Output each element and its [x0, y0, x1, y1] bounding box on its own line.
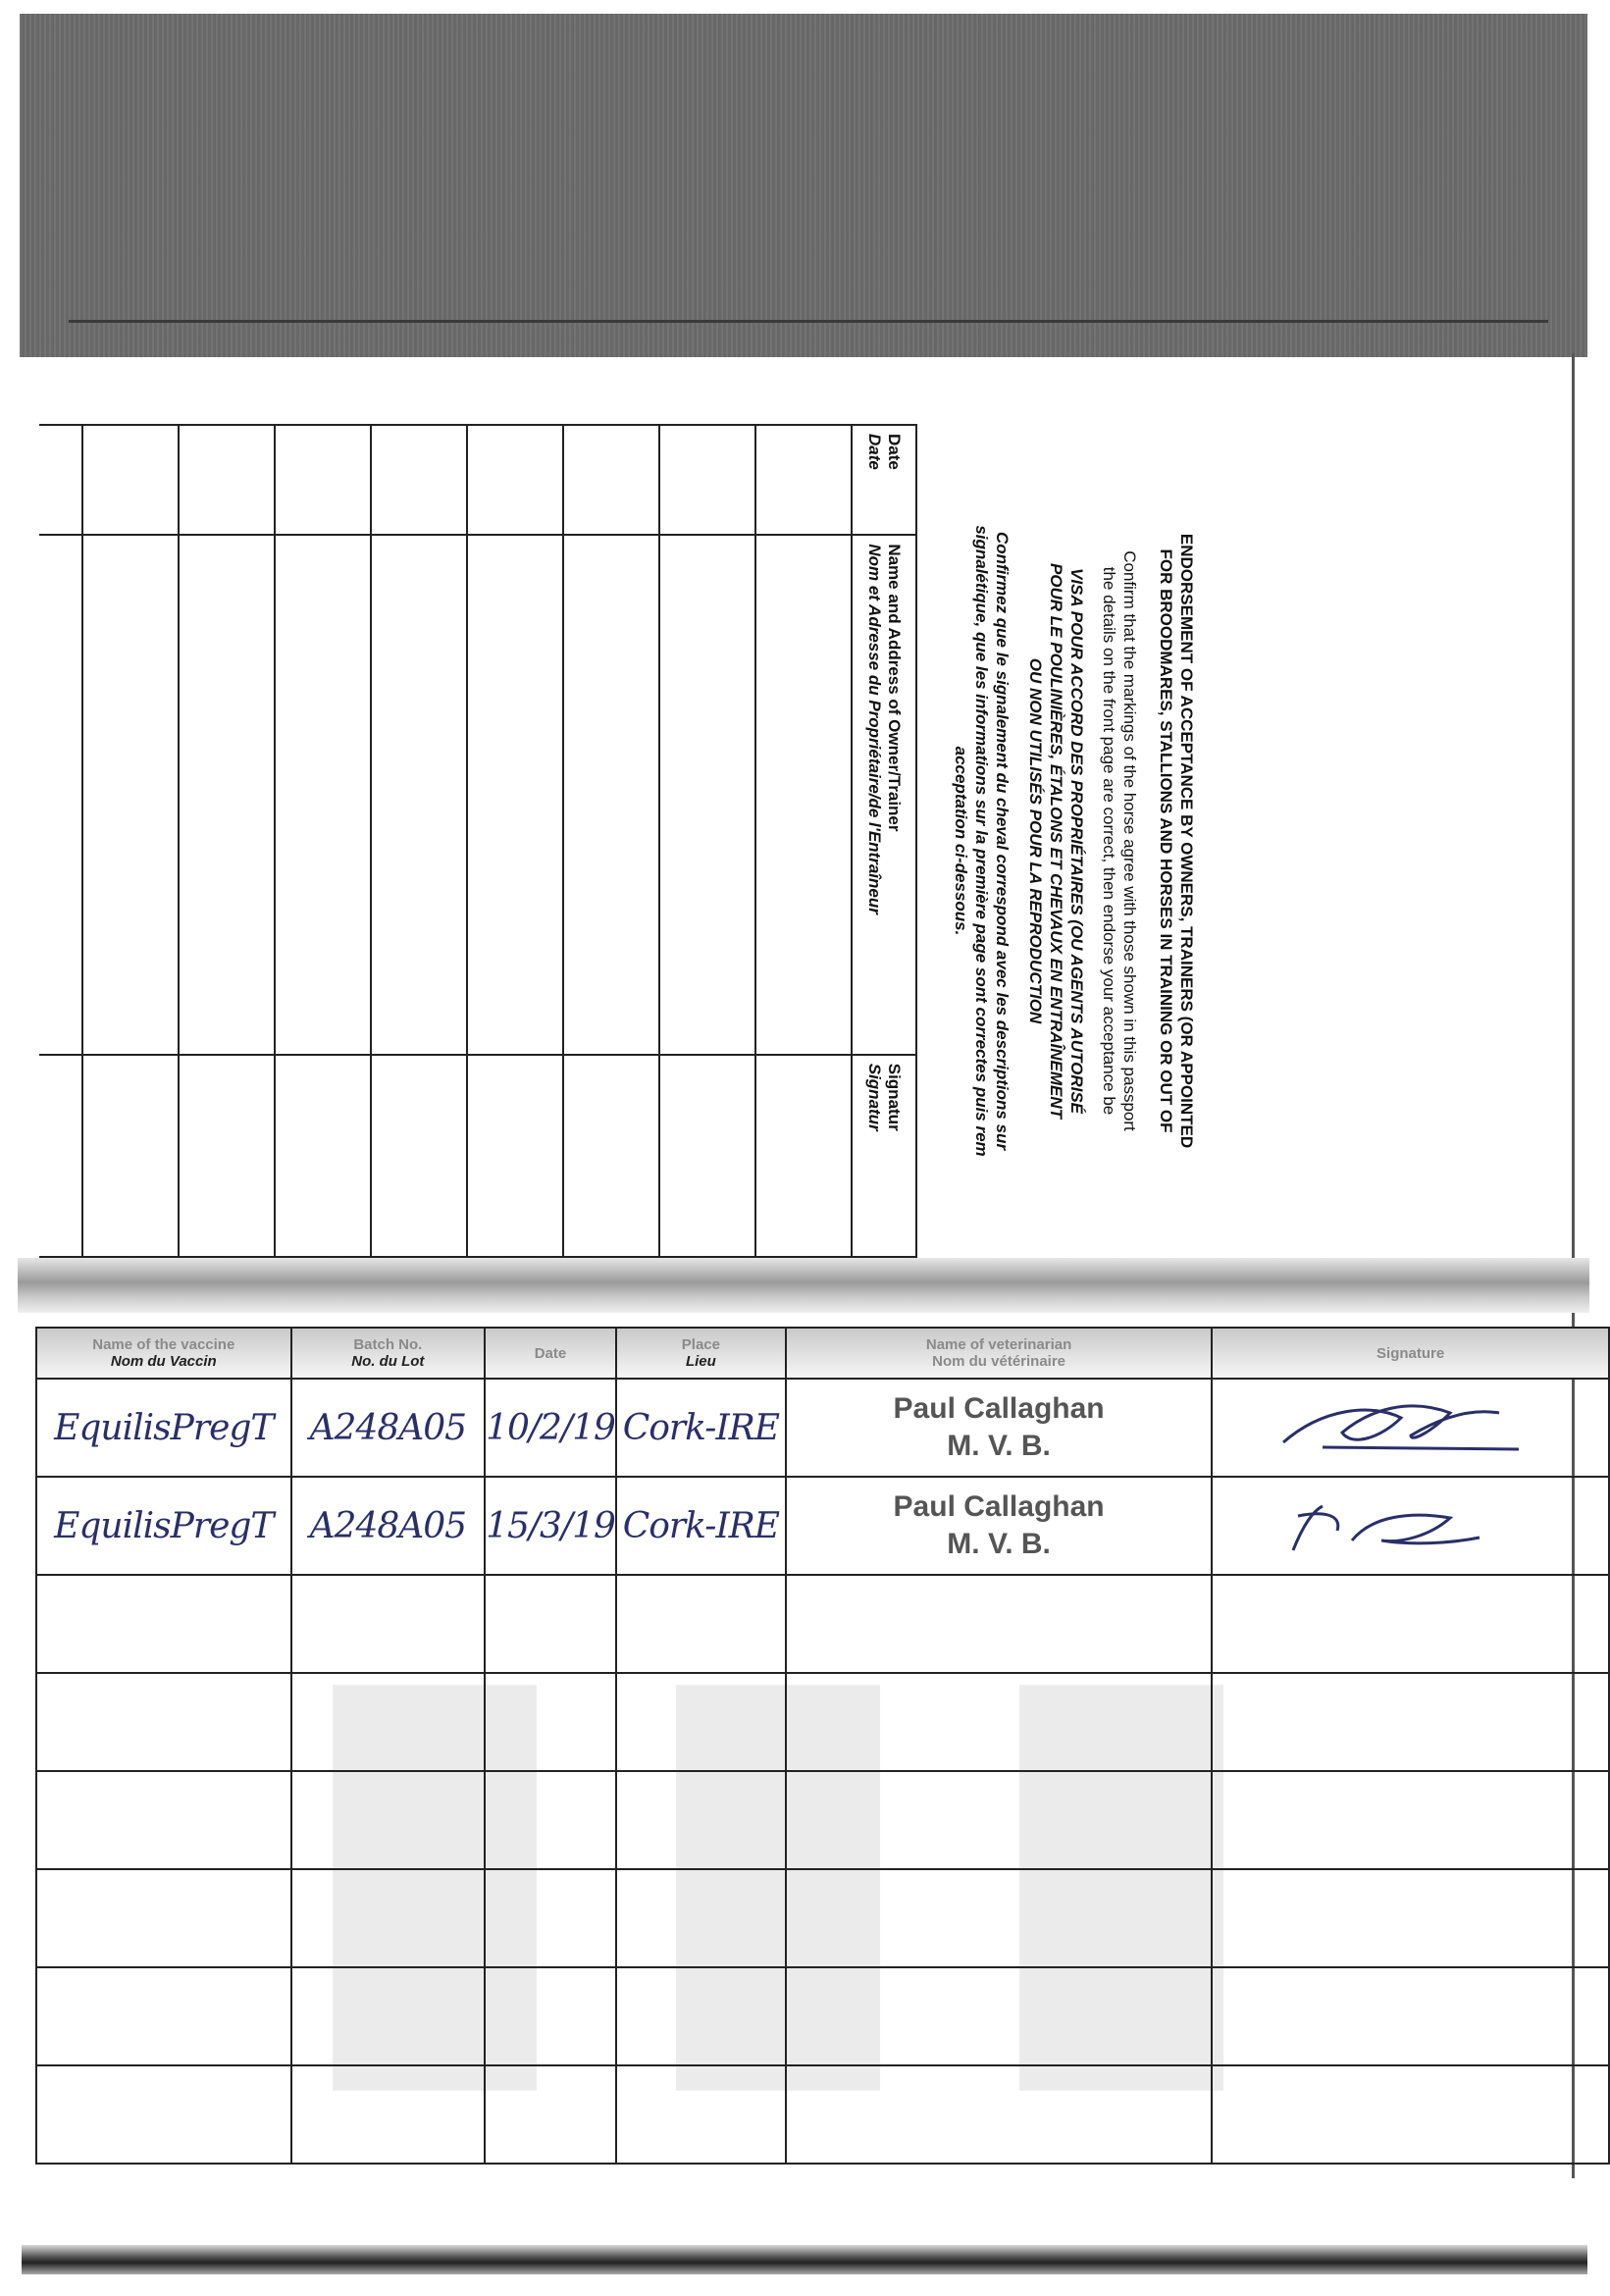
place-cell: [616, 1771, 786, 1869]
signature-cell: [1212, 1673, 1609, 1771]
vaccine-cell: [36, 1379, 291, 1477]
table-row: [36, 1673, 1609, 1771]
vaccine-cell: [36, 1771, 291, 1869]
vaccination-header-row: [36, 1328, 1609, 1379]
signature-cell: [1212, 1477, 1609, 1575]
header-vet: [786, 1328, 1212, 1379]
vaccination-date: 15/3/19: [486, 1505, 615, 1546]
place-cell: [616, 1673, 786, 1771]
header-date-en: Date: [534, 1344, 567, 1362]
batch-cell: [291, 1869, 486, 1967]
vaccine-cell: [36, 1673, 291, 1771]
signature-cell: [39, 1055, 82, 1257]
page-fold-shadow: [18, 1258, 1589, 1313]
name-cell: [755, 535, 852, 1054]
header-signature-fr: Signatur: [865, 1063, 884, 1131]
name-cell: [82, 535, 179, 1054]
vet-title-stamp: M. V. B.: [947, 1528, 1051, 1560]
date-cell: [485, 1575, 616, 1673]
name-cell: [275, 535, 371, 1054]
scan-noise: [20, 14, 1587, 357]
signature-cell: [1212, 2065, 1609, 2164]
batch-number: A248A05: [309, 1407, 467, 1448]
batch-number: A248A05: [309, 1505, 467, 1546]
heading-fr-2: POUR LE POULINIÈRES, ÉTALONS ET CHEVAUX EN ENTRAÎNEMENT: [1047, 562, 1065, 1120]
place-cell: [616, 2065, 786, 2164]
header-vet-en: Name of veterinarian: [925, 1336, 1072, 1353]
batch-cell: [291, 1575, 486, 1673]
date-cell: [485, 1477, 616, 1575]
signature-cell: [275, 1055, 371, 1257]
signature-scribble: [1264, 1487, 1558, 1565]
header-date-en: Date: [885, 434, 904, 470]
date-cell: [563, 425, 659, 535]
table-row: [179, 425, 275, 1257]
vaccination-table: [35, 1327, 1610, 2165]
watermark-shape: ▮: [981, 1559, 1263, 2129]
header-signature: [852, 1055, 916, 1257]
table-row: [39, 425, 82, 1257]
header-date: [852, 425, 916, 535]
header-signature: [1212, 1328, 1609, 1379]
date-cell: [371, 425, 467, 535]
vaccine-cell: [36, 1869, 291, 1967]
header-vet-fr: Nom du vétérinaire: [932, 1353, 1066, 1370]
signature-cell: [371, 1055, 467, 1257]
signature-cell: [1212, 1967, 1609, 2065]
batch-cell: [291, 1771, 486, 1869]
table-row: [275, 425, 371, 1257]
name-cell: [563, 535, 659, 1054]
owner-endorsement-table: [39, 424, 917, 1258]
vet-cell: [786, 1575, 1212, 1673]
name-cell: [659, 535, 755, 1054]
page-edge-line: [69, 320, 1548, 323]
name-cell: [371, 535, 467, 1054]
table-row: [36, 1575, 1609, 1673]
header-date: [485, 1328, 616, 1379]
scan-shadow-top: [20, 14, 1587, 357]
endorsement-rotated-page: [39, 424, 1197, 1258]
batch-cell: [291, 1477, 486, 1575]
vet-cell: [786, 1869, 1212, 1967]
heading-en-2: FOR BROODMARES, STALLIONS AND HORSES IN TRAINING OR OUT OF: [1157, 548, 1175, 1133]
vet-cell: [786, 2065, 1212, 2164]
table-row: [82, 425, 179, 1257]
date-cell: [467, 425, 563, 535]
vaccine-name: EquilisPregT: [54, 1505, 274, 1546]
vaccine-name: EquilisPregT: [54, 1407, 274, 1448]
batch-cell: [291, 1967, 486, 2065]
table-row: [36, 1771, 1609, 1869]
header-batch-fr: No. du Lot: [351, 1353, 425, 1370]
header-place-en: Place: [681, 1336, 720, 1353]
vet-name-stamp: Paul Callaghan: [893, 1392, 1105, 1425]
vaccination-place: Cork-IRE: [622, 1407, 780, 1448]
signature-cell: [659, 1055, 755, 1257]
place-cell: [616, 1477, 786, 1575]
date-cell: [39, 425, 82, 535]
vaccine-cell: [36, 1477, 291, 1575]
header-vaccine: [36, 1328, 291, 1379]
header-name-en: Name and Address of Owner/Trainer: [885, 544, 904, 832]
batch-cell: [291, 1673, 486, 1771]
header-name: [852, 535, 916, 1054]
batch-cell: [291, 1379, 486, 1477]
signature-cell: [755, 1055, 852, 1257]
header-batch: [291, 1328, 486, 1379]
table-row: [36, 2065, 1609, 2164]
date-cell: [275, 425, 371, 535]
batch-cell: [291, 2065, 486, 2164]
signature-cell: [1212, 1575, 1609, 1673]
signature-cell: [467, 1055, 563, 1257]
endorsement-section: [39, 424, 1197, 1258]
heading-en: ENDORSEMENT OF ACCEPTANCE BY OWNERS, TRAINERS (OR APPOINTED: [1177, 533, 1196, 1149]
vet-cell: [786, 1673, 1212, 1771]
vet-cell: [786, 1771, 1212, 1869]
instruction-fr: Confirmez que le signalement du cheval correspond avec les descriptions sur: [993, 531, 1012, 1151]
header-signature-en: Signatur: [885, 1063, 904, 1131]
table-row: [371, 425, 467, 1257]
scan-shadow-bottom: [22, 2245, 1587, 2274]
date-cell: [755, 425, 852, 535]
header-vaccine-en: Name of the vaccine: [92, 1336, 235, 1353]
vet-cell: [786, 1477, 1212, 1575]
date-cell: [485, 1771, 616, 1869]
place-cell: [616, 1967, 786, 2065]
date-cell: [179, 425, 275, 535]
name-cell: [467, 535, 563, 1054]
instruction-fr-2: signalétique, que les informations sur la première page sont correctes puis rem: [972, 525, 991, 1157]
header-vaccine-fr: Nom du Vaccin: [110, 1353, 217, 1370]
place-cell: [616, 1575, 786, 1673]
instruction-fr-3: acceptation ci-dessous.: [952, 746, 970, 936]
heading-fr: VISA POUR ACCORD DES PROPRIÉTAIRES (OU AGENTS AUTORISÉ: [1067, 567, 1086, 1115]
place-cell: [616, 1379, 786, 1477]
heading-fr-3: OU NON UTILISÉS POUR LA REPRODUCTION: [1026, 657, 1045, 1024]
signature-cell: [82, 1055, 179, 1257]
signature-cell: [179, 1055, 275, 1257]
header-date-fr: Date: [865, 434, 884, 470]
date-cell: [485, 2065, 616, 2164]
vaccination-date: 10/2/19: [486, 1407, 615, 1448]
table-row: [36, 1967, 1609, 2065]
date-cell: [485, 1967, 616, 2065]
header-batch-en: Batch No.: [353, 1336, 423, 1353]
signature-cell: [563, 1055, 659, 1257]
instruction-en-2: the details on the front page are correct, then endorse your acceptance be: [1100, 566, 1118, 1116]
date-cell: [485, 1673, 616, 1771]
header-name-fr: Nom et Adresse du Propriétaire/de l'Entraîneur: [865, 544, 884, 914]
vet-cell: [786, 1967, 1212, 2065]
date-cell: [659, 425, 755, 535]
vaccine-cell: [36, 2065, 291, 2164]
vaccine-cell: [36, 1967, 291, 2065]
date-cell: [485, 1869, 616, 1967]
header-place: [616, 1328, 786, 1379]
signature-cell: [1212, 1771, 1609, 1869]
name-cell: [39, 535, 82, 1054]
vet-name-stamp: Paul Callaghan: [893, 1490, 1105, 1523]
instruction-en: Confirm that the markings of the horse agree with those shown in this passport: [1120, 550, 1139, 1131]
signature-cell: [1212, 1869, 1609, 1967]
vet-title-stamp: M. V. B.: [947, 1430, 1051, 1462]
watermark-shape: ▮: [294, 1559, 576, 2129]
table-row: [36, 1869, 1609, 1967]
header-signature-en: Signature: [1376, 1344, 1445, 1362]
place-cell: [616, 1869, 786, 1967]
date-cell: [485, 1379, 616, 1477]
header-place-fr: Lieu: [685, 1353, 716, 1370]
watermark-shape: ▮: [638, 1559, 919, 2129]
table-row: [755, 425, 852, 1257]
vaccination-place: Cork-IRE: [622, 1505, 780, 1546]
table-header-row: [852, 425, 916, 1257]
table-row: [563, 425, 659, 1257]
table-row: [36, 1379, 1609, 1477]
table-row: [467, 425, 563, 1257]
signature-scribble: [1264, 1388, 1558, 1467]
name-cell: [179, 535, 275, 1054]
date-cell: [82, 425, 179, 535]
table-row: [659, 425, 755, 1257]
table-row: [36, 1477, 1609, 1575]
vaccine-cell: [36, 1575, 291, 1673]
signature-cell: [1212, 1379, 1609, 1477]
vet-cell: [786, 1379, 1212, 1477]
